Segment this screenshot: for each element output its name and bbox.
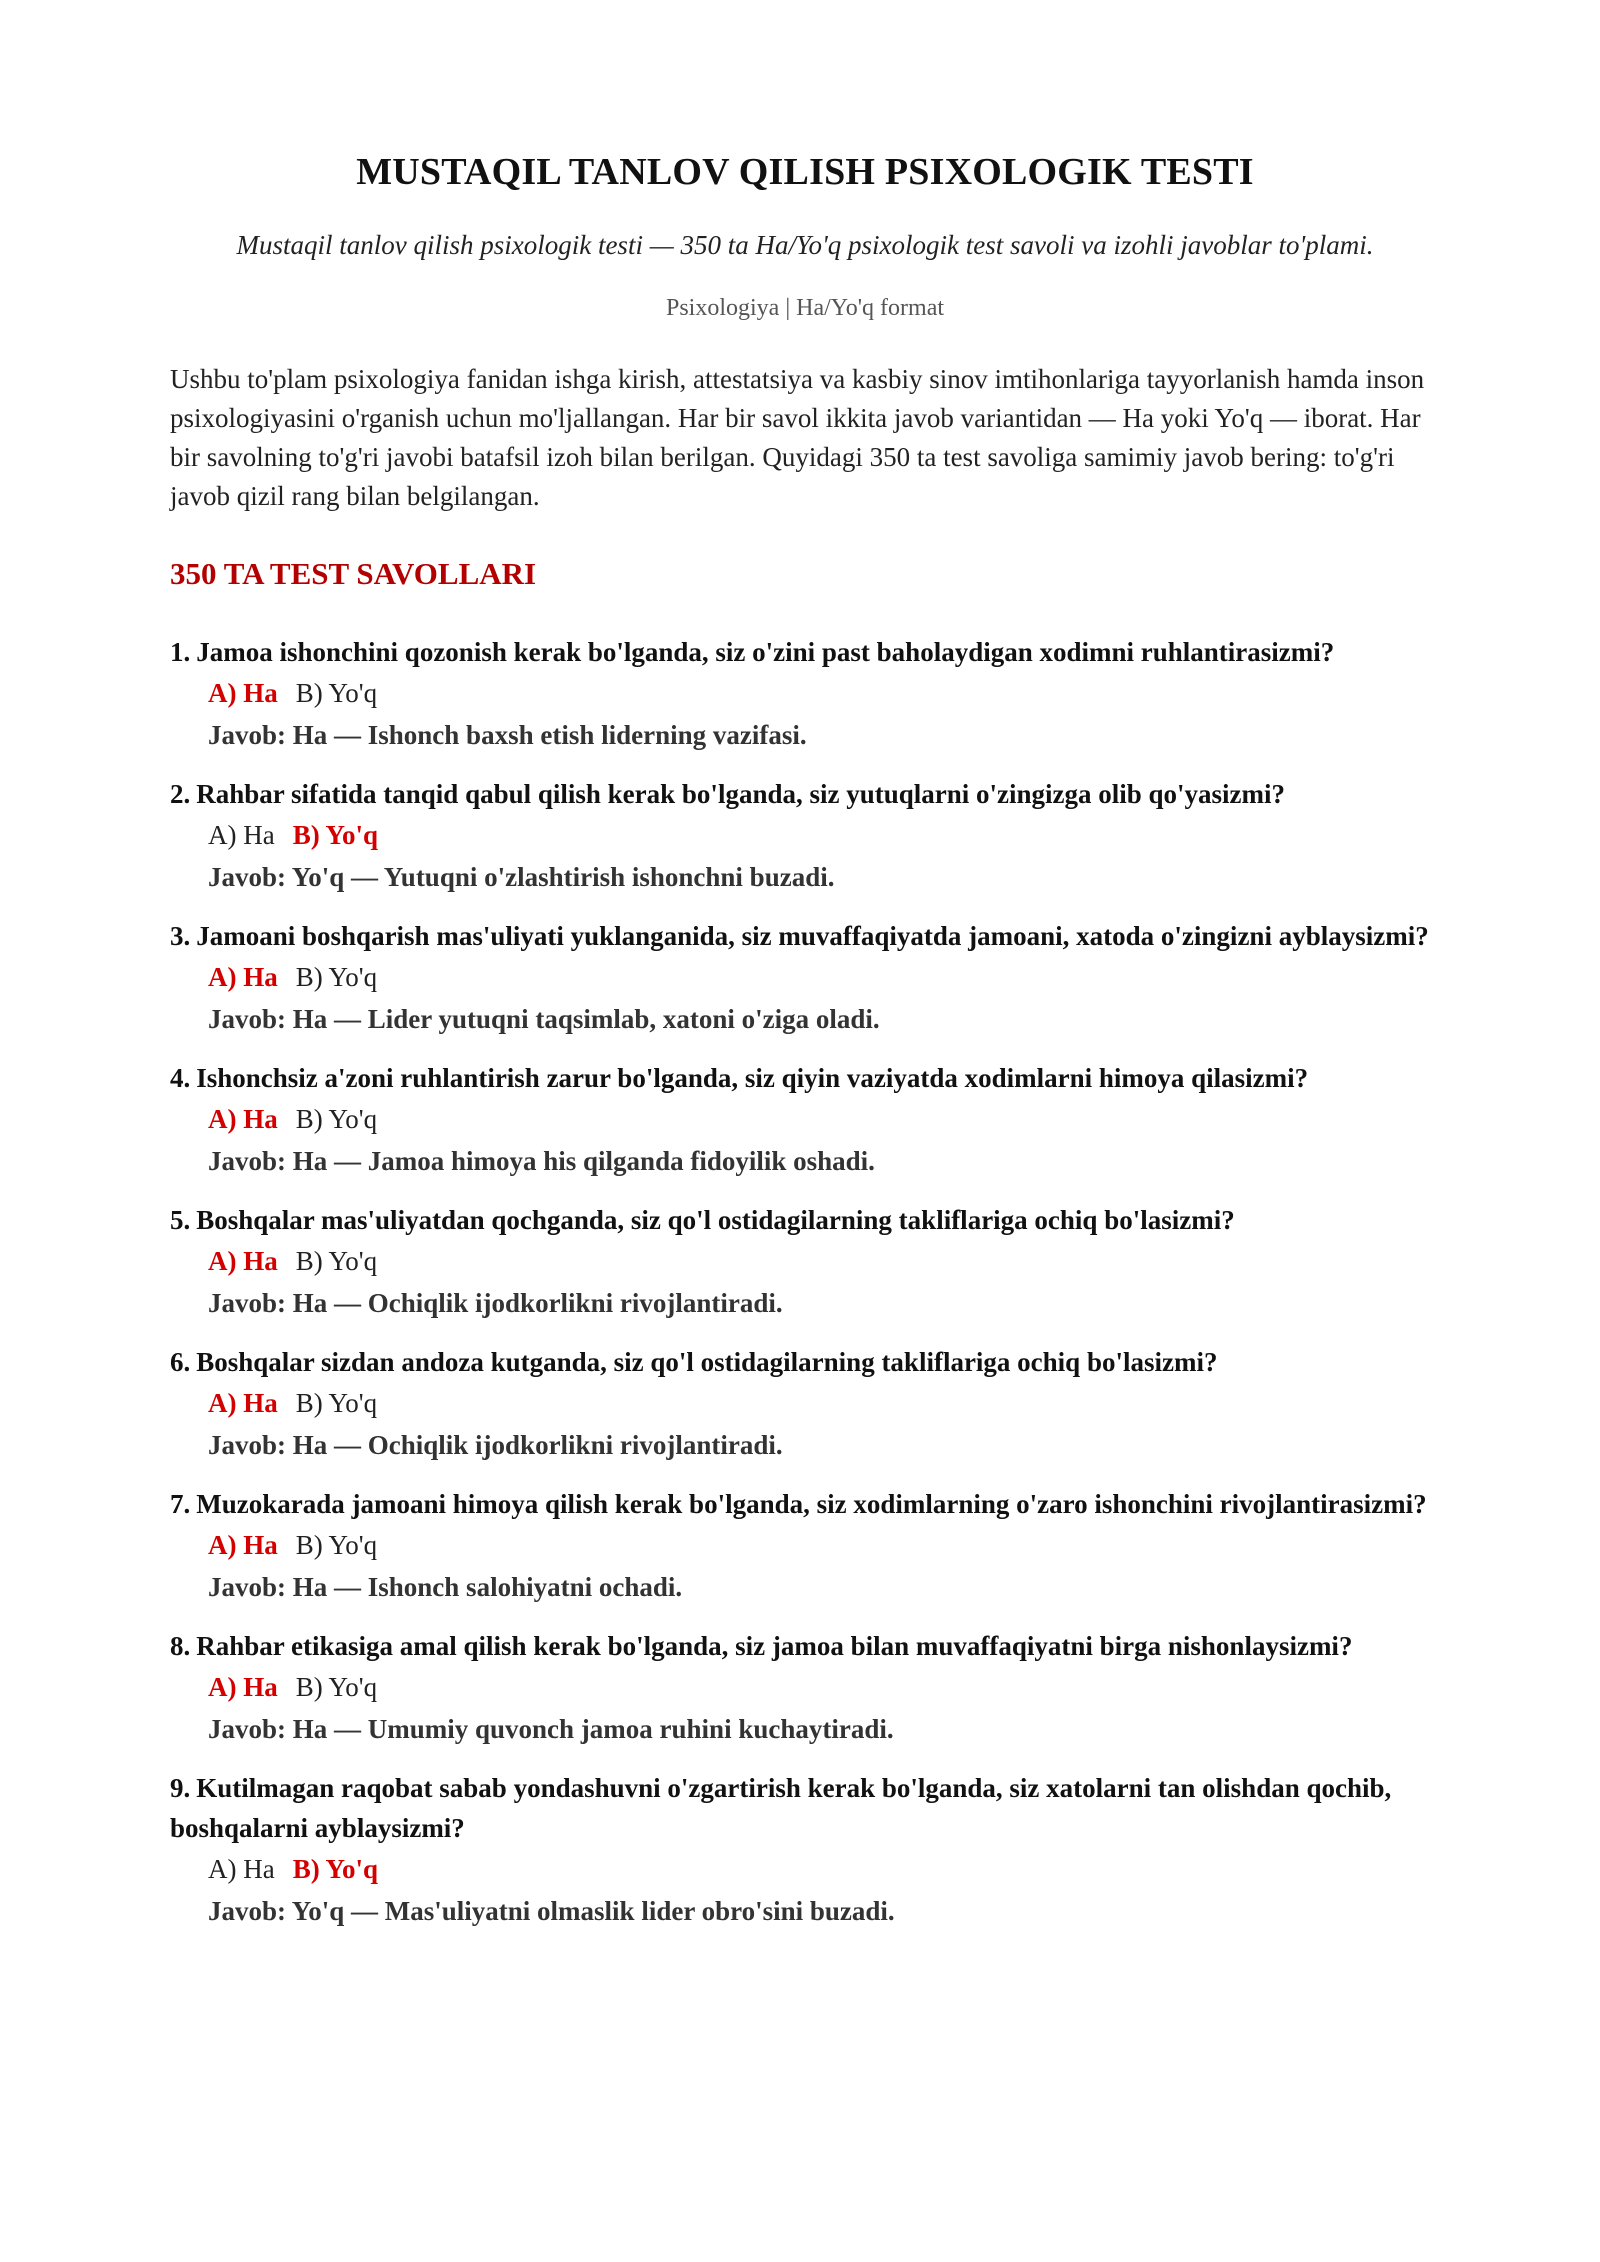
- question-number: 2.: [170, 779, 191, 809]
- answer-explanation: Javob: Yo'q — Mas'uliyatni olmaslik lider obro'sini buzadi.: [208, 1896, 895, 1926]
- option-a: A) Ha: [208, 678, 278, 708]
- question-item: [170, 916, 1440, 1040]
- question-text-line: [170, 632, 1440, 672]
- option-b: B) Yo'q: [295, 962, 378, 992]
- question-text: Boshqalar mas'uliyatdan qochganda, siz qo'l ostidagilarning takliflariga ochiq bo'lasizmi?: [196, 1205, 1235, 1235]
- answer-explanation: Javob: Ha — Ochiqlik ijodkorlikni rivojlantiradi.: [208, 1288, 783, 1318]
- question-number: 7.: [170, 1489, 191, 1519]
- question-text-line: [170, 1200, 1440, 1240]
- answer-options: [170, 1382, 1440, 1424]
- question-text-line: [170, 1058, 1440, 1098]
- section-heading: 350 TA TEST SAVOLLARI: [170, 556, 537, 591]
- question-text-line: [170, 1768, 1440, 1848]
- option-b: B) Yo'q: [295, 1672, 378, 1702]
- question-item: [170, 774, 1440, 898]
- option-b: B) Yo'q: [292, 820, 379, 850]
- option-a: A) Ha: [208, 1530, 278, 1560]
- answer-explanation: Javob: Ha — Ochiqlik ijodkorlikni rivojlantiradi.: [208, 1430, 783, 1460]
- document-page: [170, 150, 1440, 1950]
- option-b: B) Yo'q: [295, 678, 378, 708]
- answer-explanation: Javob: Yo'q — Yutuqni o'zlashtirish ishonchni buzadi.: [208, 862, 835, 892]
- question-text: Rahbar etikasiga amal qilish kerak bo'lganda, siz jamoa bilan muvaffaqiyatni birga nishonlaysizmi?: [196, 1631, 1353, 1661]
- answer-explanation: Javob: Ha — Ishonch salohiyatni ochadi.: [208, 1572, 683, 1602]
- document-title: MUSTAQIL TANLOV QILISH PSIXOLOGIK TESTI: [356, 151, 1254, 193]
- intro-paragraph: Ushbu to'plam psixologiya fanidan ishga kirish, attestatsiya va kasbiy sinov imtihonlariga tayyorlanish hamda inson psixologiyasini o'rganish uchun mo'ljallangan. Har bir savol ikkita javob variantidan — Ha yoki Yo'q — iborat. Har bir savolning to'g'ri javobi batafsil izoh bilan berilgan. Quyidagi 350 ta test savoliga samimiy javob bering: to'g'ri javob qizil rang bilan belgilangan.: [170, 364, 1425, 511]
- option-b: B) Yo'q: [295, 1530, 378, 1560]
- question-number: 1.: [170, 637, 191, 667]
- question-item: [170, 1768, 1440, 1932]
- answer-explanation: Javob: Ha — Ishonch baxsh etish liderning vazifasi.: [208, 720, 807, 750]
- option-a: A) Ha: [208, 1246, 278, 1276]
- answer-options: [170, 672, 1440, 714]
- question-item: [170, 632, 1440, 756]
- answer-options: [170, 956, 1440, 998]
- option-b: B) Yo'q: [295, 1104, 378, 1134]
- answer-options: [170, 1848, 1440, 1890]
- question-number: 5.: [170, 1205, 191, 1235]
- question-number: 8.: [170, 1631, 191, 1661]
- option-b: B) Yo'q: [295, 1246, 378, 1276]
- answer-explanation: Javob: Ha — Lider yutuqni taqsimlab, xatoni o'ziga oladi.: [208, 1004, 880, 1034]
- question-text-line: [170, 774, 1440, 814]
- question-number: 9.: [170, 1773, 191, 1803]
- option-a: A) Ha: [208, 1854, 275, 1884]
- question-item: [170, 1200, 1440, 1324]
- option-b: B) Yo'q: [295, 1388, 378, 1418]
- answer-explanation: Javob: Ha — Jamoa himoya his qilganda fidoyilik oshadi.: [208, 1146, 875, 1176]
- question-number: 3.: [170, 921, 191, 951]
- question-text-line: [170, 1484, 1440, 1524]
- answer-options: [170, 1240, 1440, 1282]
- question-list: [170, 632, 1440, 1932]
- option-a: A) Ha: [208, 962, 278, 992]
- question-item: [170, 1626, 1440, 1750]
- option-b: B) Yo'q: [292, 1854, 379, 1884]
- question-number: 4.: [170, 1063, 191, 1093]
- question-text: Rahbar sifatida tanqid qabul qilish kerak bo'lganda, siz yutuqlarni o'zingizga olib qo'yasizmi?: [196, 779, 1286, 809]
- question-text-line: [170, 1626, 1440, 1666]
- question-item: [170, 1484, 1440, 1608]
- question-text: Muzokarada jamoani himoya qilish kerak bo'lganda, siz xodimlarning o'zaro ishonchini rivojlantirasizmi?: [196, 1489, 1427, 1519]
- question-number: 6.: [170, 1347, 191, 1377]
- question-text: Ishonchsiz a'zoni ruhlantirish zarur bo'lganda, siz qiyin vaziyatda xodimlarni himoya qilasizmi?: [196, 1063, 1309, 1093]
- question-text: Jamoani boshqarish mas'uliyati yuklanganida, siz muvaffaqiyatda jamoani, xatoda o'zingizni ayblaysizmi?: [196, 921, 1429, 951]
- option-a: A) Ha: [208, 820, 275, 850]
- answer-options: [170, 1666, 1440, 1708]
- answer-options: [170, 814, 1440, 856]
- answer-options: [170, 1524, 1440, 1566]
- question-text: Jamoa ishonchini qozonish kerak bo'lganda, siz o'zini past baholaydigan xodimni ruhlantirasizmi?: [196, 637, 1335, 667]
- question-item: [170, 1058, 1440, 1182]
- option-a: A) Ha: [208, 1388, 278, 1418]
- question-item: [170, 1342, 1440, 1466]
- option-a: A) Ha: [208, 1672, 278, 1702]
- question-text-line: [170, 916, 1440, 956]
- option-a: A) Ha: [208, 1104, 278, 1134]
- question-text: Boshqalar sizdan andoza kutganda, siz qo'l ostidagilarning takliflariga ochiq bo'lasizmi?: [196, 1347, 1218, 1377]
- document-meta: Psixologiya | Ha/Yo'q format: [665, 295, 945, 321]
- answer-explanation: Javob: Ha — Umumiy quvonch jamoa ruhini kuchaytiradi.: [208, 1714, 894, 1744]
- question-text-line: [170, 1342, 1440, 1382]
- answer-options: [170, 1098, 1440, 1140]
- question-text: Kutilmagan raqobat sabab yondashuvni o'zgartirish kerak bo'lganda, siz xatolarni tan olishdan qochib, boshqalarni ayblaysizmi?: [170, 1773, 1392, 1843]
- document-subtitle: Mustaqil tanlov qilish psixologik testi — 350 ta Ha/Yo'q psixologik test savoli va izohli javoblar to'plami.: [236, 230, 1374, 260]
